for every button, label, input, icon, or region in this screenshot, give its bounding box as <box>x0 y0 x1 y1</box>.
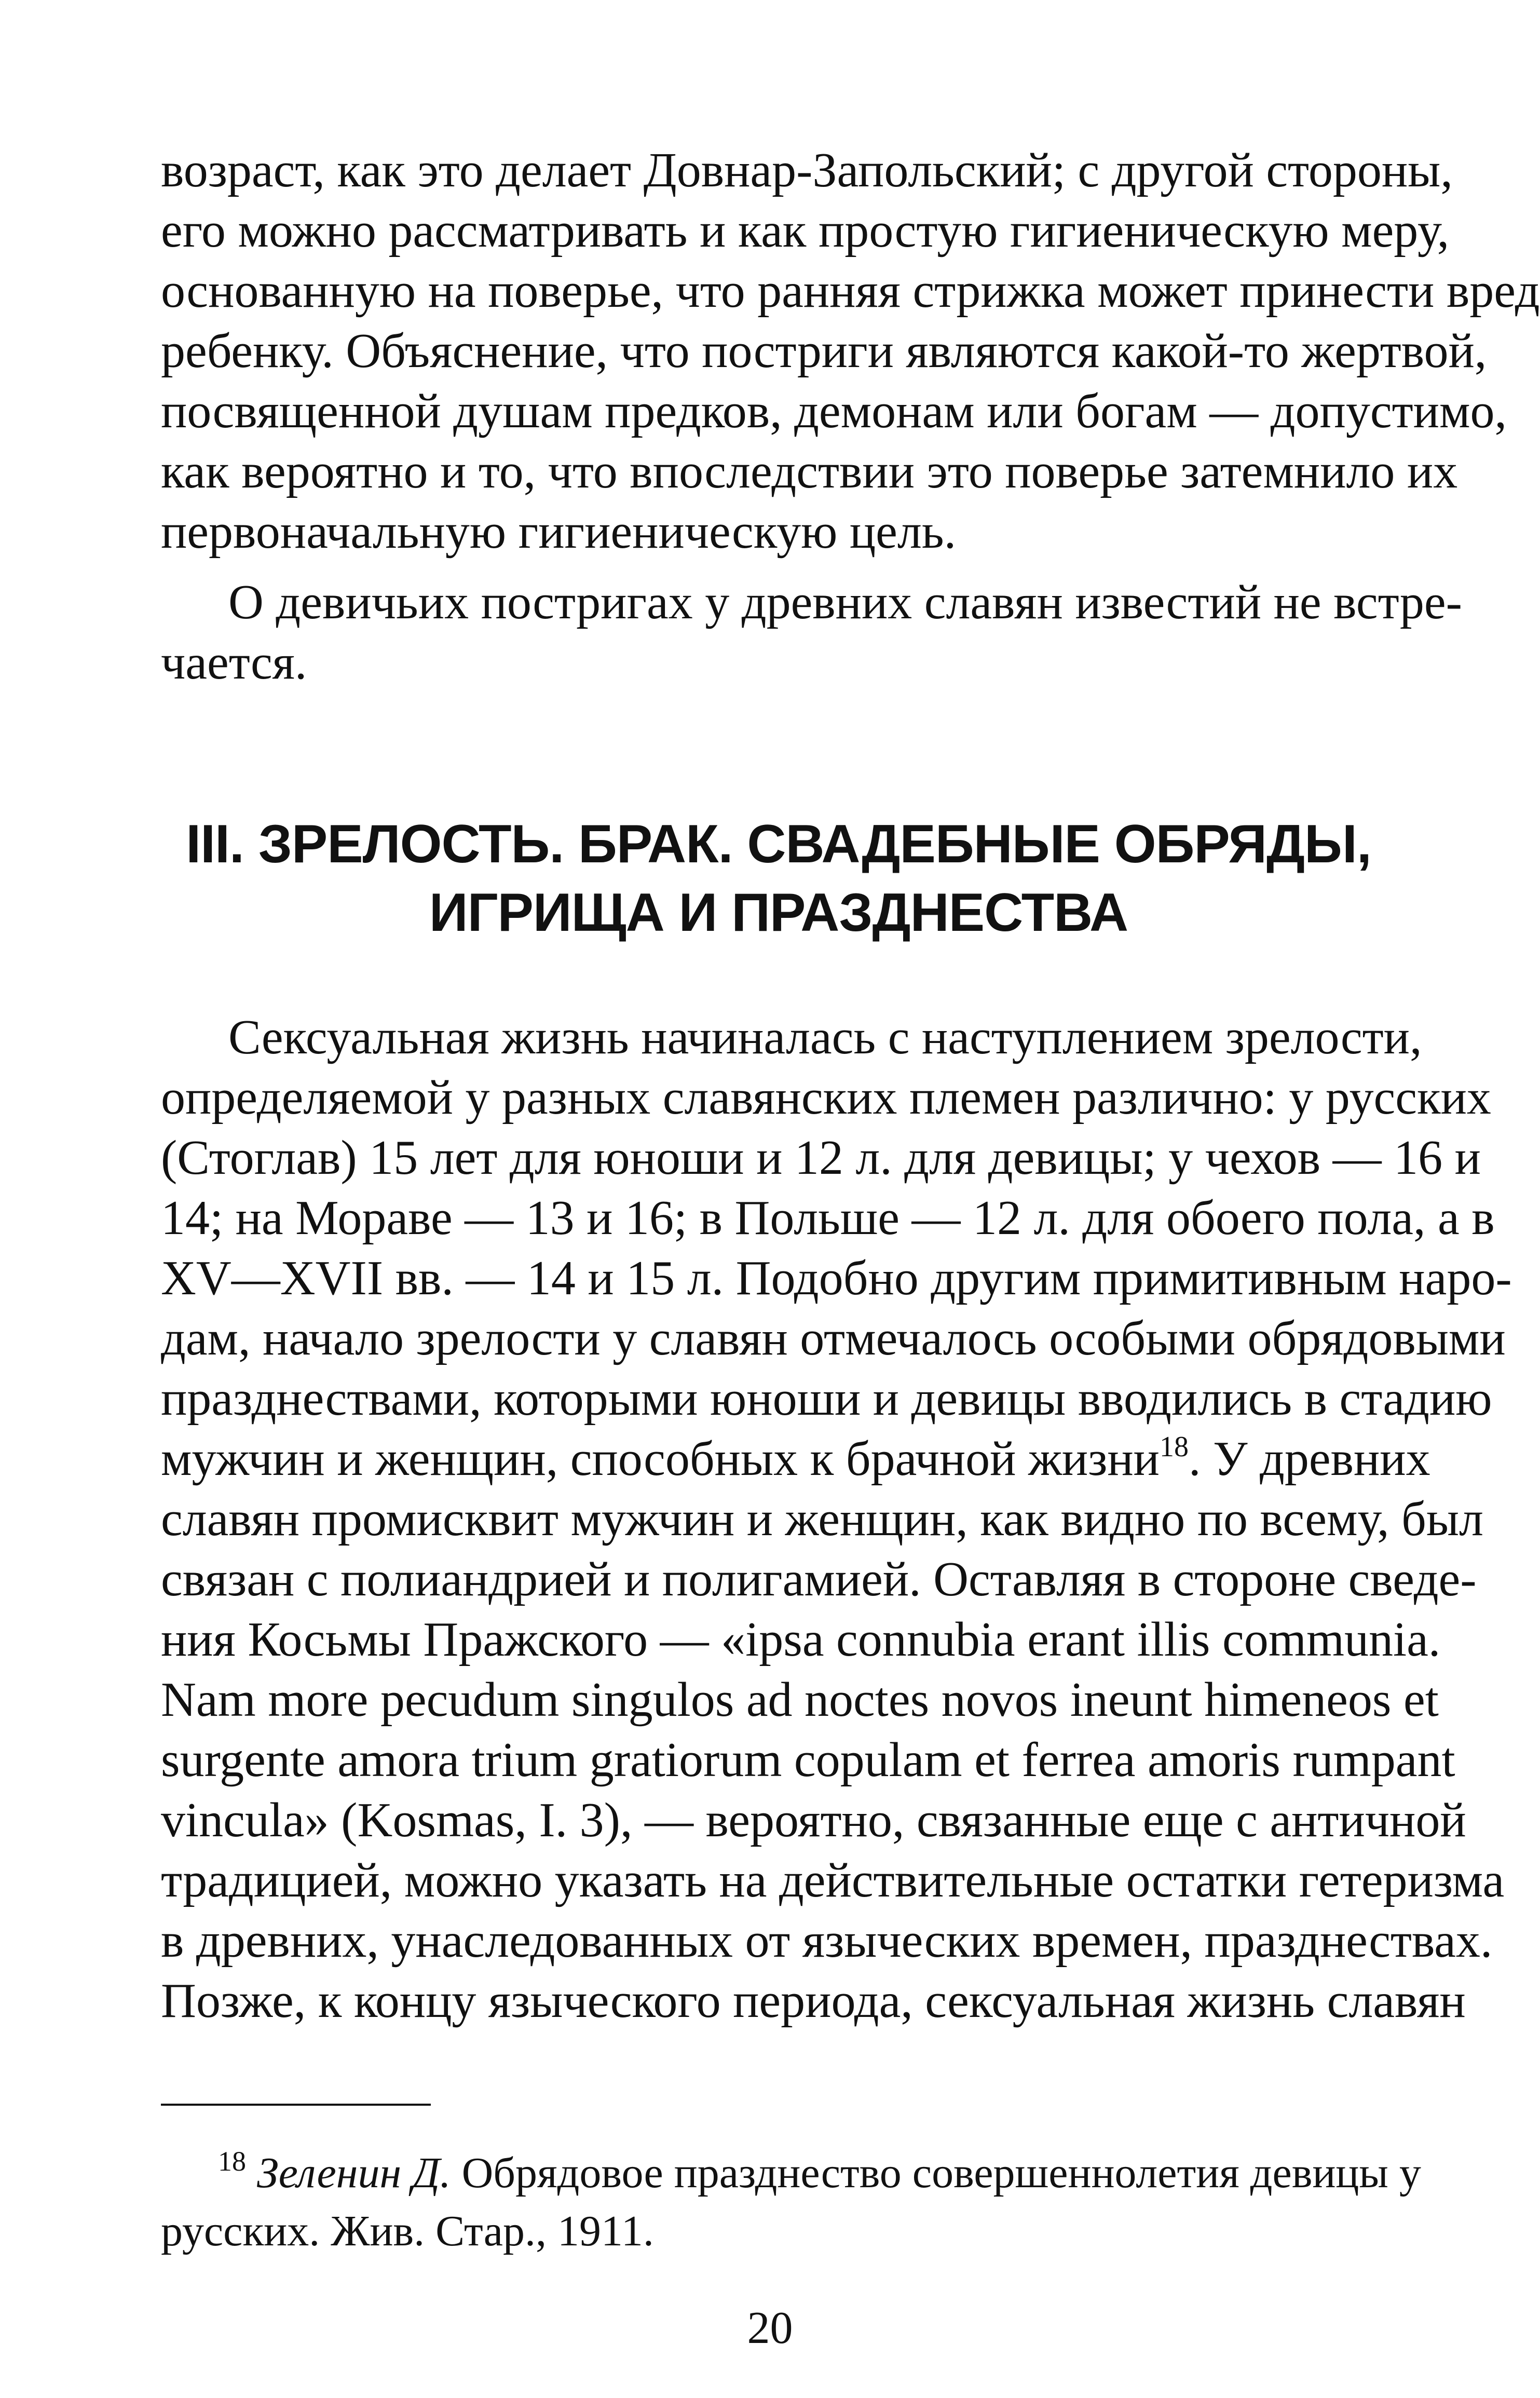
footnote-author: Зеленин Д. <box>257 2149 451 2197</box>
text-line: его можно рассматривать и как простую гигиеническую меру, <box>161 204 1450 258</box>
text-line: ния Косьмы Пражского — «ipsa connubia erant illis communia. <box>161 1613 1441 1667</box>
footnote <box>161 2144 1421 2260</box>
section-heading <box>161 810 1396 947</box>
text-line: основанную на поверье, что ранняя стрижка может принести вред <box>161 264 1540 318</box>
text-line: чается. <box>161 635 307 689</box>
text-segment: мужчин и женщин, способных к брачной жизни <box>161 1432 1160 1486</box>
footnote-mark: 18 <box>218 2146 246 2177</box>
footnote-text: Обрядовое празднество совершеннолетия девицы у <box>451 2149 1421 2197</box>
text-line: Nam more pecudum singulos ad noctes novos ineunt himeneos et <box>161 1673 1439 1727</box>
text-line-with-footnote-ref <box>161 1429 1430 1489</box>
text-line: Сексуальная жизнь начиналась с наступлением зрелости, <box>228 1010 1422 1064</box>
section-heading-line: III. ЗРЕЛОСТЬ. БРАК. СВАДЕБНЫЕ ОБРЯДЫ, <box>186 814 1371 874</box>
footnote-line: русских. Жив. Стар., 1911. <box>161 2207 654 2255</box>
text-line: определяемой у разных славянских племен различно: у русских <box>161 1071 1491 1125</box>
text-line: связан с полиандрией и полигамией. Оставляя в стороне сведе- <box>161 1552 1477 1606</box>
text-segment: . У древних <box>1188 1432 1430 1486</box>
text-line: ребенку. Объяснение, что постриги являются какой-то жертвой, <box>161 324 1487 378</box>
text-line: традицией, можно указать на действительные остатки гетеризма <box>161 1853 1505 1907</box>
text-line: О девичьих постригах у древних славян известий не встре- <box>228 575 1462 629</box>
footnote-line <box>161 2144 1421 2202</box>
text-line: 14; на Мораве — 13 и 16; в Польше — 12 л. для обоего пола, а в <box>161 1191 1495 1245</box>
text-line: (Стоглав) 15 лет для юноши и 12 л. для девицы; у чехов — 16 и <box>161 1131 1481 1185</box>
text-line: дам, начало зрелости у славян отмечалось особыми обрядовыми <box>161 1311 1506 1365</box>
text-line: первоначальную гигиеническую цель. <box>161 505 957 559</box>
text-line: празднествами, которыми юноши и девицы вводились в стадию <box>161 1372 1492 1426</box>
text-line: как вероятно и то, что впоследствии это поверье затемнило их <box>161 444 1458 498</box>
text-line: vincula» (Kosmas, I. 3), — вероятно, связанные еще с античной <box>161 1793 1466 1847</box>
text-line: посвященной душам предков, демонам или богам — допустимо, <box>161 384 1507 438</box>
page-number: 20 <box>747 2303 793 2353</box>
section-heading-line: ИГРИЩА И ПРАЗДНЕСТВА <box>429 883 1128 943</box>
text-line: возраст, как это делает Довнар-Запольский; с другой стороны, <box>161 143 1453 197</box>
footnote-divider <box>161 2104 431 2106</box>
text-line: славян промисквит мужчин и женщин, как видно по всему, был <box>161 1492 1483 1546</box>
footnote-reference[interactable]: 18 <box>1159 1431 1189 1463</box>
paragraph-2 <box>161 572 1462 693</box>
paragraph-3 <box>161 1007 1512 2031</box>
text-line: surgente amora trium gratiorum copulam et ferrea amoris rumpant <box>161 1733 1455 1787</box>
text-line: в древних, унаследованных от языческих времен, празднествах. <box>161 1914 1493 1968</box>
paragraph-1 <box>161 140 1540 562</box>
text-line: XV—XVII вв. — 14 и 15 л. Подобно другим примитивным наро- <box>161 1251 1512 1305</box>
text-line: Позже, к концу языческого периода, сексуальная жизнь славян <box>161 1974 1466 2028</box>
